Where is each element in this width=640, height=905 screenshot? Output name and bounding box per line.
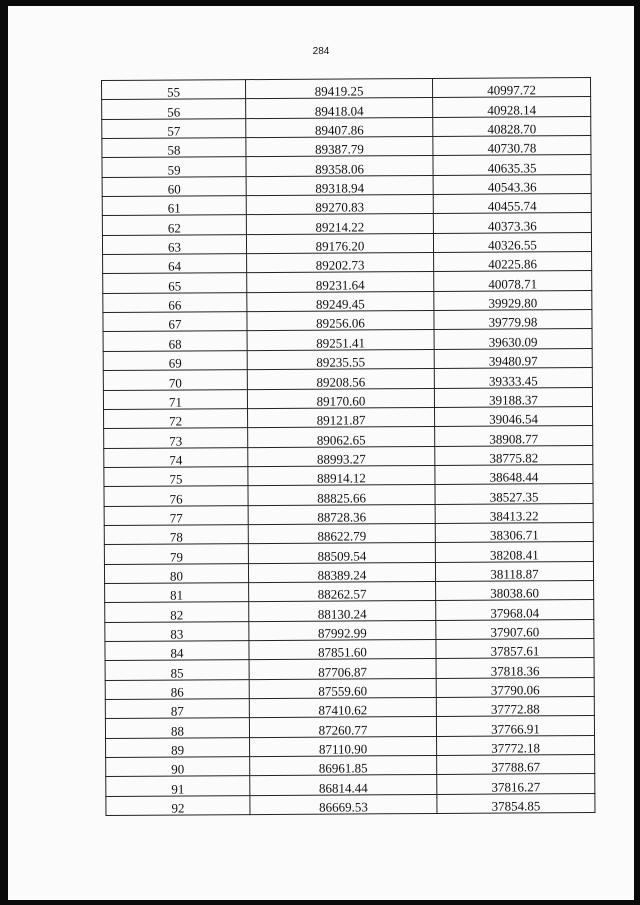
row-index-cell: 63 xyxy=(102,234,246,254)
table-row xyxy=(103,368,592,390)
value-cell-b: 39188.37 xyxy=(434,387,592,407)
row-index-cell: 81 xyxy=(105,583,249,603)
row-index-cell: 65 xyxy=(103,273,247,293)
value-cell-b: 37857.61 xyxy=(436,638,594,658)
value-cell-b: 37816.27 xyxy=(437,774,595,794)
value-cell-b: 38413.22 xyxy=(435,503,593,523)
value-cell-a: 88509.54 xyxy=(248,543,435,563)
value-cell-b: 40928.14 xyxy=(433,97,591,117)
value-cell-a: 87992.99 xyxy=(249,620,436,640)
row-index-cell: 82 xyxy=(105,602,249,622)
value-cell-a: 89062.65 xyxy=(248,427,435,447)
value-cell-a: 89407.86 xyxy=(246,117,433,137)
row-index-cell: 87 xyxy=(105,699,249,719)
table-row xyxy=(103,348,592,370)
value-cell-a: 88130.24 xyxy=(249,601,436,621)
table-row xyxy=(104,464,593,486)
value-cell-b: 39046.54 xyxy=(435,406,593,426)
value-cell-a: 87260.77 xyxy=(249,717,436,737)
table-row xyxy=(103,329,592,351)
value-cell-a: 88993.27 xyxy=(248,446,435,466)
row-index-cell: 58 xyxy=(102,138,246,158)
row-index-cell: 57 xyxy=(102,118,246,138)
value-cell-a: 88622.79 xyxy=(248,523,435,543)
value-cell-a: 89318.94 xyxy=(246,175,433,195)
value-cell-b: 37968.04 xyxy=(436,600,594,620)
table-row xyxy=(106,774,595,796)
table-row xyxy=(105,716,594,738)
table-row xyxy=(102,78,591,100)
row-index-cell: 66 xyxy=(103,292,247,312)
row-index-cell: 71 xyxy=(103,389,247,409)
row-index-cell: 73 xyxy=(104,428,248,448)
value-cell-a: 89170.60 xyxy=(247,388,434,408)
table-row xyxy=(105,600,594,622)
value-cell-b: 40373.36 xyxy=(433,213,591,233)
value-cell-a: 89208.56 xyxy=(247,369,434,389)
row-index-cell: 75 xyxy=(104,466,248,486)
row-index-cell: 59 xyxy=(102,157,246,177)
document-page xyxy=(8,6,634,900)
value-cell-b: 40730.78 xyxy=(433,136,591,156)
table-row xyxy=(104,484,593,506)
value-cell-b: 39480.97 xyxy=(434,348,592,368)
value-cell-a: 88825.66 xyxy=(248,485,435,505)
table-row xyxy=(106,735,595,757)
value-cell-a: 89419.25 xyxy=(246,78,433,98)
row-index-cell: 79 xyxy=(104,544,248,564)
table-row xyxy=(104,445,593,467)
value-cell-b: 37788.67 xyxy=(437,755,595,775)
value-cell-b: 39630.09 xyxy=(434,329,592,349)
table-row xyxy=(105,638,594,660)
table-row xyxy=(103,290,592,312)
table-row xyxy=(104,561,593,583)
table-row xyxy=(102,155,591,177)
value-cell-a: 89121.87 xyxy=(248,407,435,427)
data-table-container xyxy=(101,77,595,816)
value-cell-a: 89231.64 xyxy=(247,272,434,292)
table-row xyxy=(102,116,591,138)
value-cell-b: 39779.98 xyxy=(434,310,592,330)
table-row xyxy=(102,213,591,235)
value-cell-a: 87706.87 xyxy=(249,659,436,679)
value-cell-b: 37907.60 xyxy=(436,619,594,639)
table-row xyxy=(103,271,592,293)
row-index-cell: 69 xyxy=(103,350,247,370)
page-number: 284 xyxy=(312,46,330,57)
table-row xyxy=(102,194,591,216)
value-cell-a: 87410.62 xyxy=(249,697,436,717)
row-index-cell: 84 xyxy=(105,641,249,661)
value-cell-b: 37790.06 xyxy=(436,677,594,697)
value-cell-b: 40543.36 xyxy=(433,174,591,194)
table-row xyxy=(105,658,594,680)
table-row xyxy=(105,619,594,641)
row-index-cell: 83 xyxy=(105,621,249,641)
table-row xyxy=(104,503,593,525)
row-index-cell: 68 xyxy=(103,331,247,351)
value-cell-a: 86961.85 xyxy=(250,755,437,775)
row-index-cell: 77 xyxy=(104,505,248,525)
table-row xyxy=(104,522,593,544)
value-cell-b: 37818.36 xyxy=(436,658,594,678)
value-cell-b: 37772.18 xyxy=(437,735,595,755)
value-cell-a: 89249.45 xyxy=(247,291,434,311)
value-cell-b: 37766.91 xyxy=(436,716,594,736)
table-row xyxy=(104,426,593,448)
value-cell-b: 38908.77 xyxy=(435,426,593,446)
row-index-cell: 55 xyxy=(102,80,246,100)
value-cell-a: 87559.60 xyxy=(249,678,436,698)
value-cell-b: 38527.35 xyxy=(435,484,593,504)
value-cell-b: 40455.74 xyxy=(433,194,591,214)
row-index-cell: 72 xyxy=(104,408,248,428)
table-row xyxy=(102,174,591,196)
value-cell-b: 38208.41 xyxy=(435,542,593,562)
value-cell-b: 40078.71 xyxy=(434,271,592,291)
value-cell-b: 38306.71 xyxy=(435,522,593,542)
value-cell-a: 88914.12 xyxy=(248,465,435,485)
value-cell-a: 88728.36 xyxy=(248,504,435,524)
row-index-cell: 56 xyxy=(102,99,246,119)
value-cell-a: 86814.44 xyxy=(250,775,437,795)
row-index-cell: 80 xyxy=(104,563,248,583)
value-cell-a: 89256.06 xyxy=(247,311,434,331)
row-index-cell: 88 xyxy=(105,718,249,738)
row-index-cell: 89 xyxy=(106,737,250,757)
table-row xyxy=(104,406,593,428)
table-row xyxy=(102,232,591,254)
value-cell-b: 40225.86 xyxy=(434,252,592,272)
value-cell-b: 37772.88 xyxy=(436,696,594,716)
value-cell-a: 89235.55 xyxy=(247,349,434,369)
value-cell-b: 39929.80 xyxy=(434,290,592,310)
row-index-cell: 67 xyxy=(103,312,247,332)
row-index-cell: 61 xyxy=(102,196,246,216)
data-table xyxy=(101,77,595,816)
value-cell-b: 38038.60 xyxy=(436,580,594,600)
value-cell-b: 40828.70 xyxy=(433,116,591,136)
table-row xyxy=(103,310,592,332)
value-cell-b: 40326.55 xyxy=(433,232,591,252)
row-index-cell: 60 xyxy=(102,176,246,196)
value-cell-b: 38775.82 xyxy=(435,445,593,465)
table-row xyxy=(106,793,595,815)
value-cell-b: 38648.44 xyxy=(435,464,593,484)
table-row xyxy=(103,252,592,274)
value-cell-b: 40997.72 xyxy=(432,78,590,98)
row-index-cell: 62 xyxy=(102,215,246,235)
table-row xyxy=(104,542,593,564)
row-index-cell: 90 xyxy=(106,757,250,777)
value-cell-a: 86669.53 xyxy=(250,794,437,814)
table-row xyxy=(105,696,594,718)
row-index-cell: 78 xyxy=(104,525,248,545)
value-cell-a: 89251.41 xyxy=(247,330,434,350)
row-index-cell: 92 xyxy=(106,795,250,815)
row-index-cell: 91 xyxy=(106,776,250,796)
row-index-cell: 64 xyxy=(103,254,247,274)
value-cell-a: 88262.57 xyxy=(249,581,436,601)
value-cell-a: 89270.83 xyxy=(246,195,433,215)
table-row xyxy=(103,387,592,409)
value-cell-a: 89214.22 xyxy=(246,214,433,234)
value-cell-b: 39333.45 xyxy=(434,368,592,388)
row-index-cell: 86 xyxy=(105,679,249,699)
row-index-cell: 85 xyxy=(105,660,249,680)
row-index-cell: 76 xyxy=(104,486,248,506)
row-index-cell: 74 xyxy=(104,447,248,467)
table-row xyxy=(106,755,595,777)
value-cell-a: 89418.04 xyxy=(246,98,433,118)
table-body xyxy=(102,78,595,816)
value-cell-a: 87851.60 xyxy=(249,639,436,659)
table-row xyxy=(102,136,591,158)
value-cell-a: 87110.90 xyxy=(250,736,437,756)
table-row xyxy=(105,677,594,699)
value-cell-b: 38118.87 xyxy=(435,561,593,581)
value-cell-a: 89202.73 xyxy=(247,253,434,273)
table-row xyxy=(105,580,594,602)
value-cell-a: 89176.20 xyxy=(246,233,433,253)
row-index-cell: 70 xyxy=(103,370,247,390)
value-cell-b: 37854.85 xyxy=(437,793,595,813)
value-cell-a: 88389.24 xyxy=(248,562,435,582)
table-row xyxy=(102,97,591,119)
value-cell-a: 89387.79 xyxy=(246,137,433,157)
value-cell-b: 40635.35 xyxy=(433,155,591,175)
value-cell-a: 89358.06 xyxy=(246,156,433,176)
